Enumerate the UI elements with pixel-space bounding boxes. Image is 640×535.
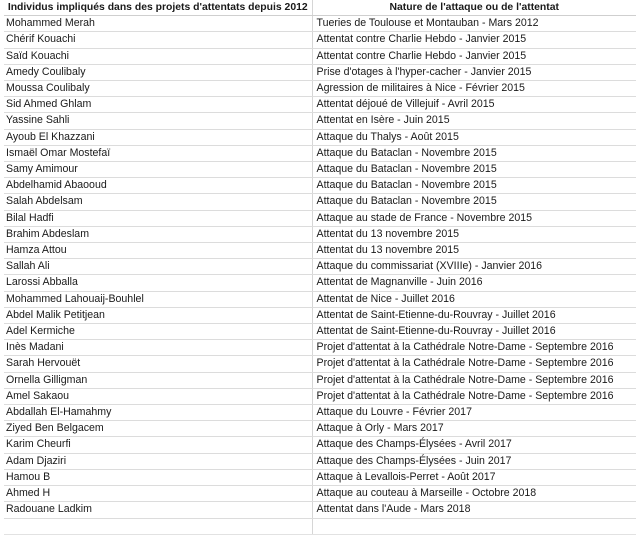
cell-attack[interactable]: Projet d'attentat à la Cathédrale Notre-Dame - Septembre 2016 (312, 340, 636, 356)
cell-attack[interactable]: Tueries de Toulouse et Montauban - Mars 2012 (312, 16, 636, 32)
cell-attack[interactable]: Projet d'attentat à la Cathédrale Notre-Dame - Septembre 2016 (312, 372, 636, 388)
header-attack[interactable]: Nature de l'attaque ou de l'attentat (312, 0, 636, 16)
table-row (4, 145, 636, 161)
cell-attack[interactable]: Attentat dans l'Aude - Mars 2018 (312, 502, 636, 518)
table-row (4, 226, 636, 242)
table-row (4, 502, 636, 518)
cell-attack[interactable]: Attaque du Bataclan - Novembre 2015 (312, 162, 636, 178)
cell-individual[interactable]: Hamou B (4, 469, 312, 485)
cell-attack[interactable]: Attentat du 13 novembre 2015 (312, 226, 636, 242)
cell-attack[interactable]: Attaque à Orly - Mars 2017 (312, 421, 636, 437)
cell-attack[interactable]: Attaque au stade de France - Novembre 2015 (312, 210, 636, 226)
table-row (4, 259, 636, 275)
table-row (4, 388, 636, 404)
table-row (4, 469, 636, 485)
table-row (4, 486, 636, 502)
cell-individual[interactable]: Yassine Sahli (4, 113, 312, 129)
cell-individual[interactable]: Saïd Kouachi (4, 48, 312, 64)
cell-individual[interactable]: Radouane Ladkim (4, 502, 312, 518)
cell-individual[interactable]: Ismaël Omar Mostefaï (4, 145, 312, 161)
cell-individual[interactable]: Amedy Coulibaly (4, 64, 312, 80)
cell-attack[interactable]: Attaque du Bataclan - Novembre 2015 (312, 194, 636, 210)
empty-cell[interactable] (312, 518, 636, 534)
cell-individual[interactable]: Sarah Hervouët (4, 356, 312, 372)
cell-attack[interactable]: Attaque du commissariat (XVIIIe) - Janvier 2016 (312, 259, 636, 275)
table-row (4, 356, 636, 372)
cell-attack[interactable]: Attentat de Nice - Juillet 2016 (312, 291, 636, 307)
table-row (4, 291, 636, 307)
cell-attack[interactable]: Attaque du Bataclan - Novembre 2015 (312, 178, 636, 194)
cell-attack[interactable]: Attentat du 13 novembre 2015 (312, 243, 636, 259)
cell-individual[interactable]: Inès Madani (4, 340, 312, 356)
cell-individual[interactable]: Brahim Abdeslam (4, 226, 312, 242)
cell-individual[interactable]: Sid Ahmed Ghlam (4, 97, 312, 113)
table-row (4, 421, 636, 437)
cell-individual[interactable]: Karim Cheurfi (4, 437, 312, 453)
cell-attack[interactable]: Attaque des Champs-Élysées - Juin 2017 (312, 453, 636, 469)
cell-individual[interactable]: Abdel Malik Petitjean (4, 307, 312, 323)
table-row (4, 275, 636, 291)
table-row (4, 16, 636, 32)
cell-attack[interactable]: Attaque au couteau à Marseille - Octobre 2018 (312, 486, 636, 502)
cell-individual[interactable]: Abdelhamid Abaooud (4, 178, 312, 194)
table-row (4, 437, 636, 453)
table-row (4, 129, 636, 145)
cell-attack[interactable]: Attentat de Saint-Etienne-du-Rouvray - Juillet 2016 (312, 324, 636, 340)
cell-attack[interactable]: Attentat de Saint-Etienne-du-Rouvray - Juillet 2016 (312, 307, 636, 323)
cell-attack[interactable]: Attentat en Isère - Juin 2015 (312, 113, 636, 129)
cell-attack[interactable]: Attentat de Magnanville - Juin 2016 (312, 275, 636, 291)
cell-individual[interactable]: Chérif Kouachi (4, 32, 312, 48)
table-row (4, 64, 636, 80)
cell-individual[interactable]: Moussa Coulibaly (4, 81, 312, 97)
attacks-table (4, 0, 636, 535)
cell-individual[interactable]: Adam Djaziri (4, 453, 312, 469)
cell-attack[interactable]: Attaque à Levallois-Perret - Août 2017 (312, 469, 636, 485)
table-row (4, 48, 636, 64)
cell-attack[interactable]: Attaque du Thalys - Août 2015 (312, 129, 636, 145)
table-row (4, 194, 636, 210)
table-row (4, 243, 636, 259)
table-row (4, 405, 636, 421)
empty-row (4, 518, 636, 534)
table-row (4, 81, 636, 97)
cell-attack[interactable]: Projet d'attentat à la Cathédrale Notre-Dame - Septembre 2016 (312, 356, 636, 372)
table-row (4, 307, 636, 323)
cell-attack[interactable]: Prise d'otages à l'hyper-cacher - Janvier 2015 (312, 64, 636, 80)
cell-individual[interactable]: Adel Kermiche (4, 324, 312, 340)
cell-individual[interactable]: Mohammed Lahouaij-Bouhlel (4, 291, 312, 307)
table-row (4, 210, 636, 226)
cell-attack[interactable]: Agression de militaires à Nice - Février 2015 (312, 81, 636, 97)
empty-cell[interactable] (4, 518, 312, 534)
cell-attack[interactable]: Attentat contre Charlie Hebdo - Janvier 2015 (312, 32, 636, 48)
cell-individual[interactable]: Ahmed H (4, 486, 312, 502)
cell-individual[interactable]: Salah Abdelsam (4, 194, 312, 210)
cell-attack[interactable]: Attaque du Louvre - Février 2017 (312, 405, 636, 421)
cell-individual[interactable]: Abdallah El-Hamahmy (4, 405, 312, 421)
table-row (4, 113, 636, 129)
cell-individual[interactable]: Larossi Abballa (4, 275, 312, 291)
table-row (4, 97, 636, 113)
cell-attack[interactable]: Projet d'attentat à la Cathédrale Notre-Dame - Septembre 2016 (312, 388, 636, 404)
table-body (4, 16, 636, 534)
header-individuals[interactable]: Individus impliqués dans des projets d'attentats depuis 2012 (4, 0, 312, 16)
cell-individual[interactable]: Samy Amimour (4, 162, 312, 178)
cell-individual[interactable]: Sallah Ali (4, 259, 312, 275)
cell-attack[interactable]: Attaque des Champs-Élysées - Avril 2017 (312, 437, 636, 453)
header-row (4, 0, 636, 16)
cell-individual[interactable]: Mohammed Merah (4, 16, 312, 32)
table-row (4, 340, 636, 356)
table-row (4, 32, 636, 48)
table-row (4, 453, 636, 469)
cell-individual[interactable]: Ziyed Ben Belgacem (4, 421, 312, 437)
cell-individual[interactable]: Bilal Hadfi (4, 210, 312, 226)
cell-attack[interactable]: Attentat déjoué de Villejuif - Avril 2015 (312, 97, 636, 113)
cell-individual[interactable]: Ornella Gilligman (4, 372, 312, 388)
cell-individual[interactable]: Amel Sakaou (4, 388, 312, 404)
cell-individual[interactable]: Hamza Attou (4, 243, 312, 259)
table-row (4, 372, 636, 388)
table-row (4, 162, 636, 178)
cell-individual[interactable]: Ayoub El Khazzani (4, 129, 312, 145)
table-row (4, 178, 636, 194)
cell-attack[interactable]: Attaque du Bataclan - Novembre 2015 (312, 145, 636, 161)
table-row (4, 324, 636, 340)
cell-attack[interactable]: Attentat contre Charlie Hebdo - Janvier 2015 (312, 48, 636, 64)
